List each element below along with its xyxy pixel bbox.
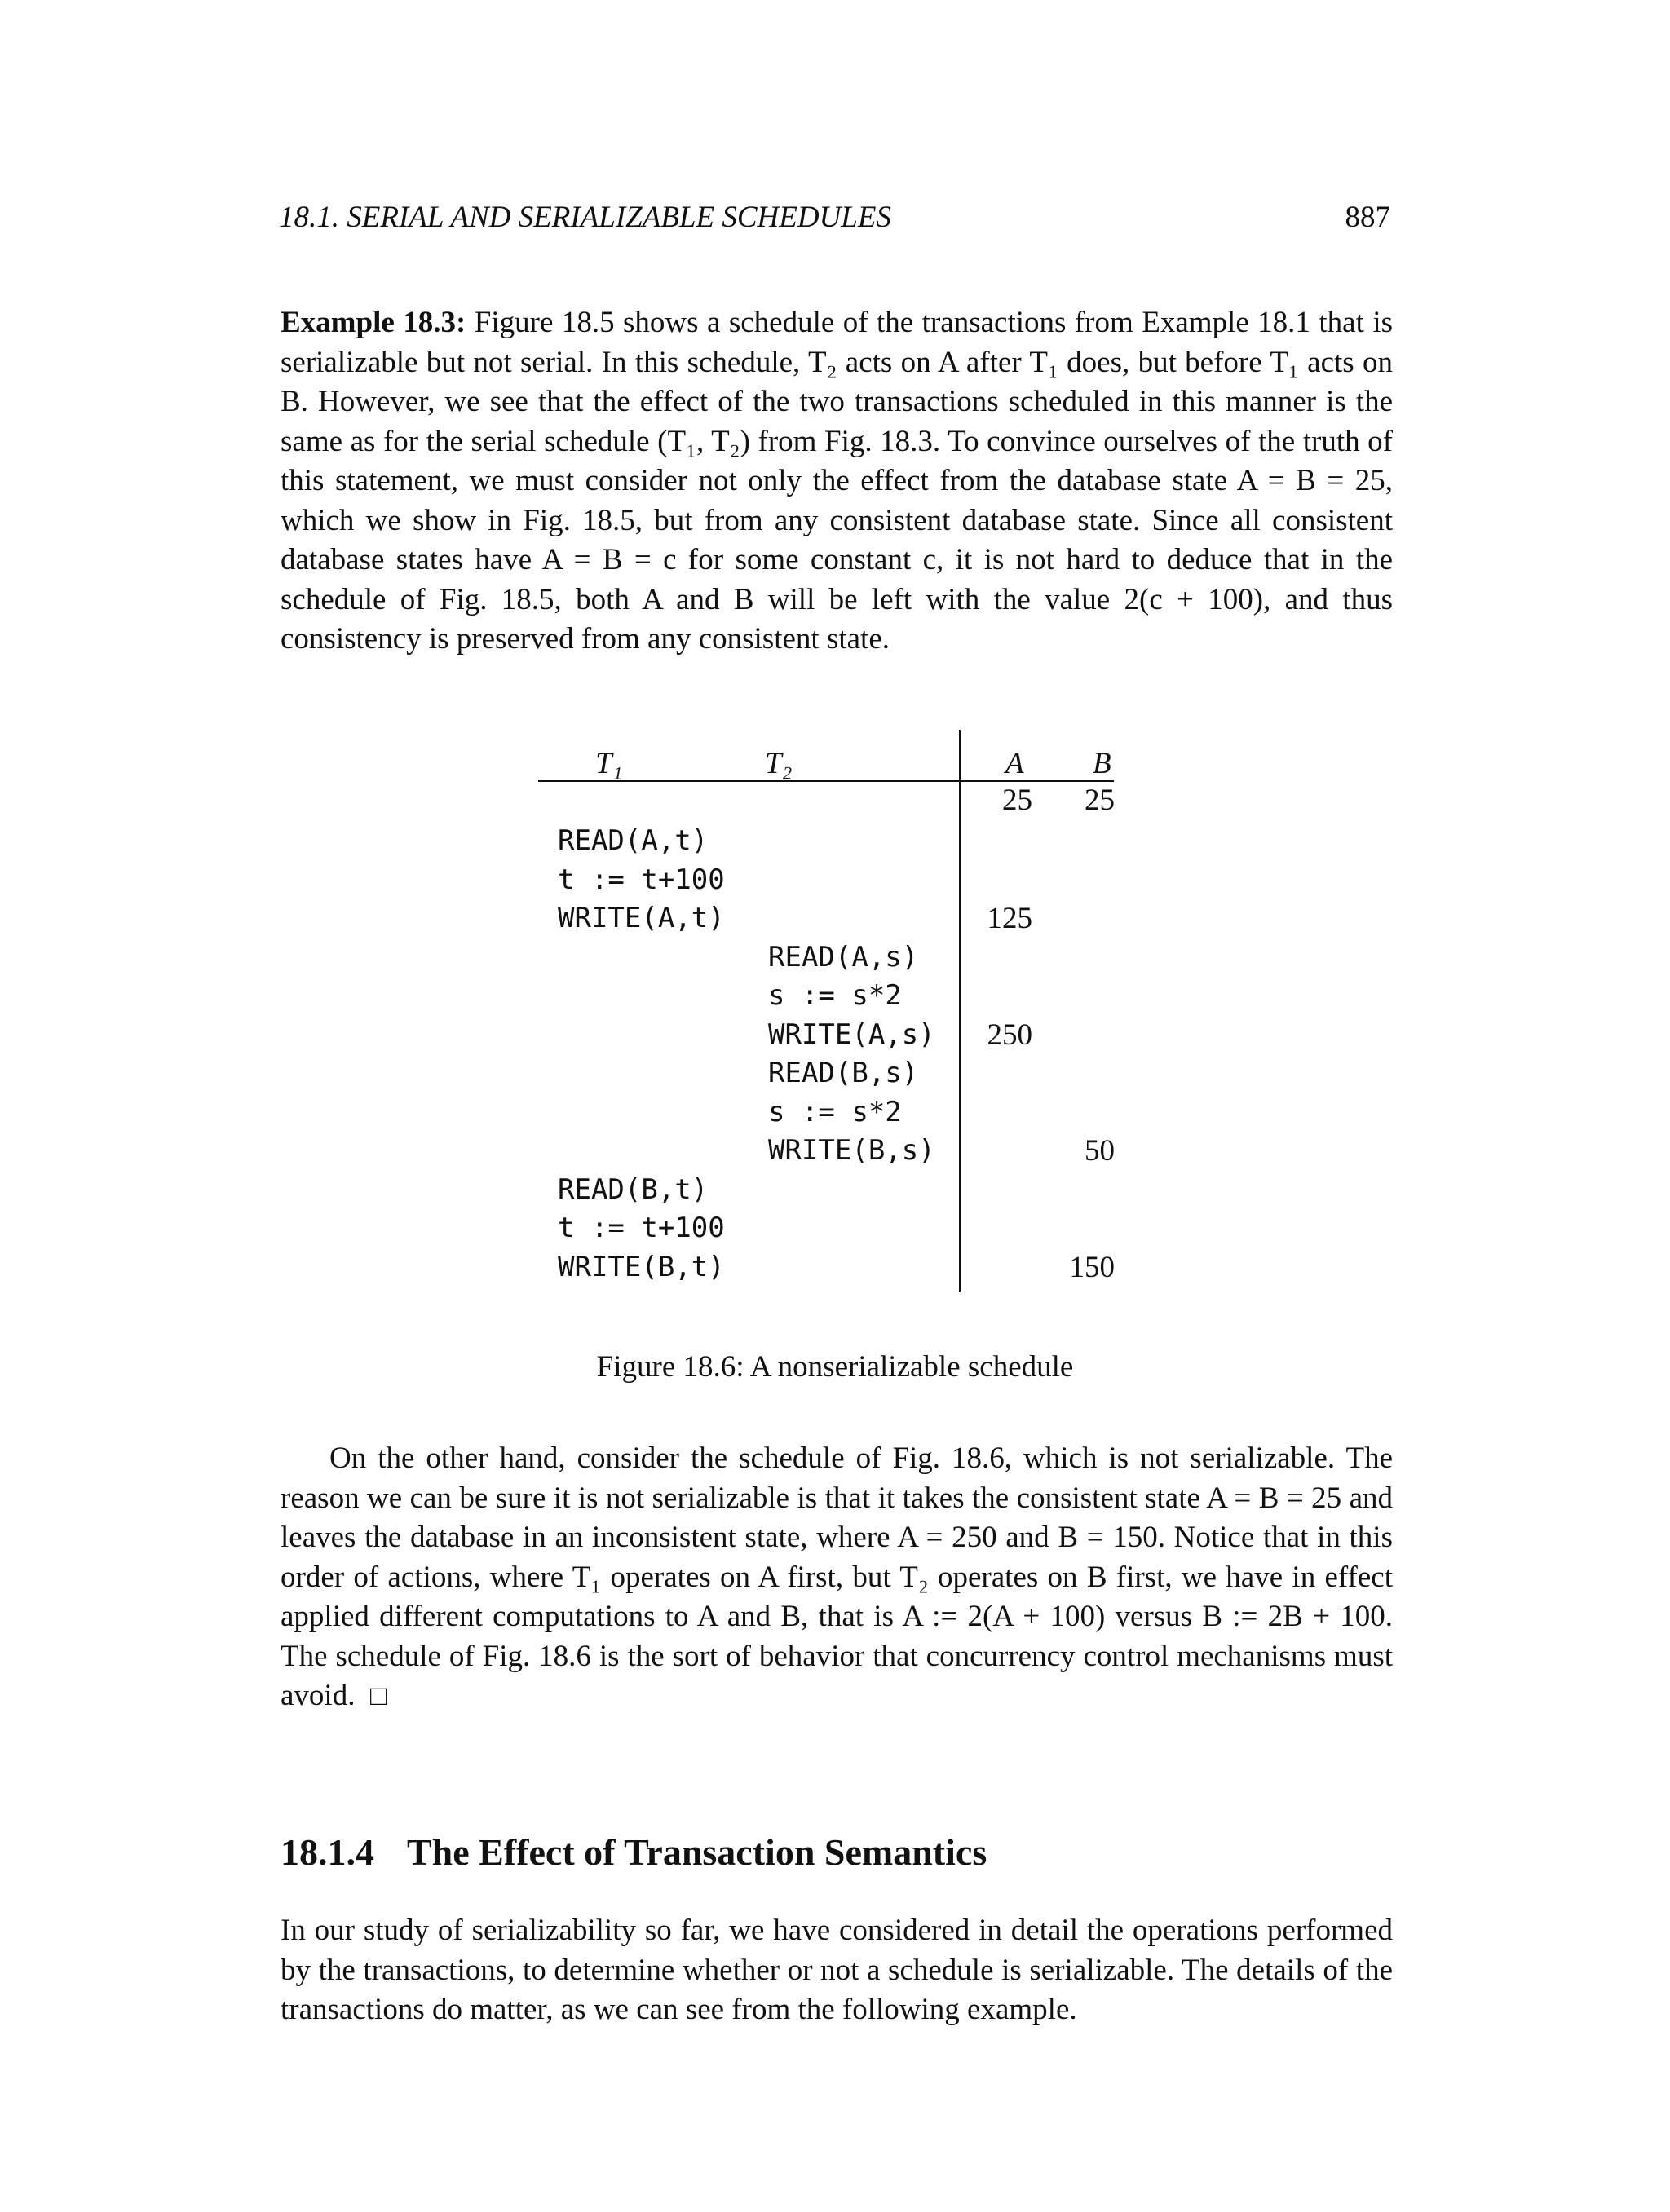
initial-b-value: 25: [1085, 784, 1115, 817]
nonserializable-paragraph: [281, 1439, 1393, 1717]
t2-operation: s := s*2: [768, 979, 902, 1012]
section-heading: [281, 1830, 987, 1874]
t1-operation: WRITE(B,t): [558, 1250, 725, 1283]
t2-operation: WRITE(B,s): [768, 1134, 935, 1167]
t2-operation: READ(A,s): [768, 940, 919, 974]
running-title: 18.1. SERIAL AND SERIALIZABLE SCHEDULES: [279, 201, 891, 234]
t1-operation: t := t+100: [558, 863, 725, 896]
section-title: The Effect of Transaction Semantics: [407, 1831, 987, 1873]
t1-column-header: T₁: [595, 747, 623, 780]
t2-operation: WRITE(A,s): [768, 1018, 935, 1051]
page-number: 887: [1345, 201, 1390, 234]
b-column-header: B: [1093, 747, 1111, 780]
nonserializable-body: On the other hand, consider the schedule of Fig. 18.6, which is not serializable. The reason we can be sure it is not serializable is that it takes the consistent state A = B = 25 and leaves the database in an inconsistent state, where A = 250 and B = 150. Notice that in this order of actions, where T₁ operates on A first, but T₂ operates on B first, we have in effect applied different computations to A and B, that is A := 2(A + 100) versus B := 2B + 100. The schedule of Fig. 18.6 is the sort of behavior that concurrency control mechanisms must avoid.: [281, 1442, 1393, 1712]
t2-operation: s := s*2: [768, 1095, 902, 1128]
t1-operation: t := t+100: [558, 1212, 725, 1244]
header-rule: [538, 780, 1114, 782]
running-header: [279, 200, 1390, 249]
semantics-body: In our study of serializability so far, we have considered in detail the operations performed by the transactions, to determine whether or not a schedule is serializable. The details of the transactions do matter, as we can see from the following example.: [281, 1914, 1393, 2026]
semantics-paragraph: [281, 1911, 1393, 2030]
b-value: 150: [1069, 1250, 1115, 1284]
t1-operation: READ(B,t): [558, 1172, 709, 1206]
end-of-example-mark: □: [369, 1681, 387, 1711]
initial-a-value: 25: [1002, 784, 1032, 817]
t2-operation: READ(B,s): [768, 1057, 919, 1089]
example-body: Figure 18.5 shows a schedule of the transactions from Example 18.1 that is serializable but not serial. In this schedule, T₂ acts on A after T₁ does, but before T₁ acts on B. However, we see that the effect of the two transactions scheduled in this manner is the same as for the serial schedule (T₁, T₂) from Fig. 18.3. To convince ourselves of the truth of this statement, we must consider not only the effect from the database state A = B = 25, which we show in Fig. 18.5, but from any consistent database state. Since all consistent database states have A = B = c for some constant c, it is not hard to deduce that in the schedule of Fig. 18.5, both A and B will be left with the value 2(c + 100), and thus consistency is preserved from any consistent state.: [281, 306, 1393, 656]
example-paragraph: [281, 303, 1393, 660]
section-number: 18.1.4: [281, 1831, 374, 1873]
schedule-figure: [0, 730, 1670, 1384]
t1-operation: WRITE(A,t): [558, 902, 725, 934]
a-value: 125: [987, 902, 1032, 935]
figure-caption: Figure 18.6: A nonserializable schedule: [596, 1350, 1074, 1384]
t1-operation: READ(A,t): [558, 824, 709, 857]
b-value: 50: [1085, 1134, 1115, 1168]
example-label: Example 18.3:: [281, 306, 466, 339]
a-value: 250: [987, 1018, 1032, 1052]
t2-column-header: T₂: [765, 747, 793, 780]
a-column-header: A: [1005, 747, 1024, 780]
